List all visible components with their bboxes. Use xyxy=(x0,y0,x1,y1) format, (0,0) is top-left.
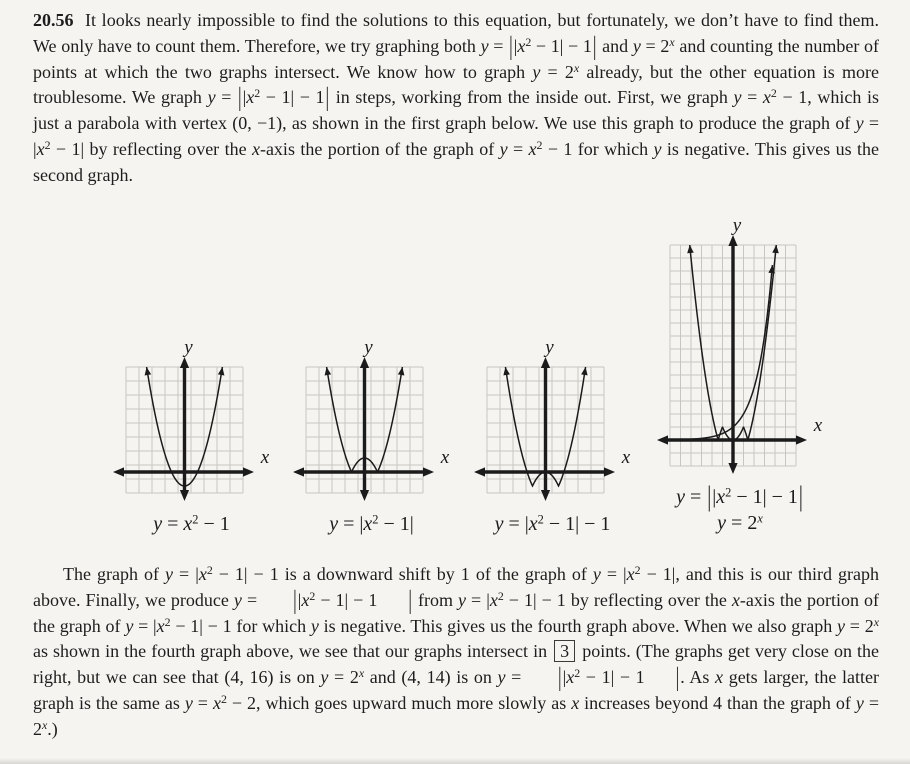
figure-graph-abs-parabola xyxy=(286,337,457,536)
solution-paragraph-bottom: The graph of $y = |x^2 - 1| - 1$ is a downward shift by 1 of the graph of $y = |x^2 - 1|$, and this is our third graph above. Finally, we produce $y = ||x^2 - 1| - 1$ | from $y = |x^2 - 1| - 1$ by reflecting over the x-axis the portion of the graph of $y = |x^2 - 1| - 1$ for which y is negative. This gives us the fourth graph above. When we also graph $y = 2^x$ as shown in the fourth graph above, we see that our graphs intersect in 3 points. (The graphs get very close on the right, but we can see that (4, 16) is on $y = 2^x$ and (4, 14) is on $y = ||x^2 - 1| - 1$ |. As x gets larger, the latter graph is the same as $y = x^2 - 2$, which goes upward much more slowly as x increases beyond 4 than the graph of $y = 2^x$.) xyxy=(33,562,880,739)
graph-caption: $y = x^2 - 1$ xyxy=(153,512,230,535)
graph-abs-parabola-plot xyxy=(286,337,457,505)
x-axis-label: x xyxy=(813,415,823,436)
graph-caption: $y = 2^x$ xyxy=(717,511,763,534)
scan-edge-shadow xyxy=(0,758,910,764)
y-axis-label: y xyxy=(732,215,742,236)
y-axis-label: y xyxy=(184,337,193,358)
y-axis-label: y xyxy=(545,337,554,358)
graph-parabola-plot xyxy=(106,337,277,505)
graph-caption: $y = |x^2 - 1| - 1$ xyxy=(494,512,611,535)
x-axis-label: x xyxy=(440,447,450,468)
figure-graph-final-with-exponential xyxy=(650,215,830,535)
y-axis-label: y xyxy=(364,337,373,358)
figure-graph-abs-parabola-shifted xyxy=(467,337,638,536)
graph-final-with-exponential-plot xyxy=(650,215,830,478)
figure-graph-parabola xyxy=(106,337,277,536)
graph-abs-parabola-shifted-plot xyxy=(467,337,638,505)
graph-caption: $y = ||x^2 - 1| - 1|$ xyxy=(676,480,803,513)
x-axis-label: x xyxy=(621,447,631,468)
graph-caption: $y = |x^2 - 1|$ xyxy=(329,512,414,535)
answer-box: 3 xyxy=(554,640,575,662)
x-axis-label: x xyxy=(260,447,270,468)
solution-paragraph-top: 20.56 It looks nearly impossible to find the solutions to this equation, but fortunately, we don’t have to find them. We only have to count them. Therefore, we try graphing both $y = ||x^2 - 1| - 1|$ and $y = 2^x$ and counting the number of points at which the two graphs intersect. We know how to graph $y = 2^x$ already, but the other equation is more troublesome. We graph $y = ||x^2 - 1| - 1|$ in steps, working from the inside out. First, we graph $y = x^2 - 1$, which is just a parabola with vertex (0, −1), as shown in the first graph below. We use this graph to produce the graph of $y = |x^2 - 1|$ by reflecting over the x-axis the portion of the graph of $y = x^2 - 1$ for which y is negative. This gives us the second graph. xyxy=(33,10,880,185)
